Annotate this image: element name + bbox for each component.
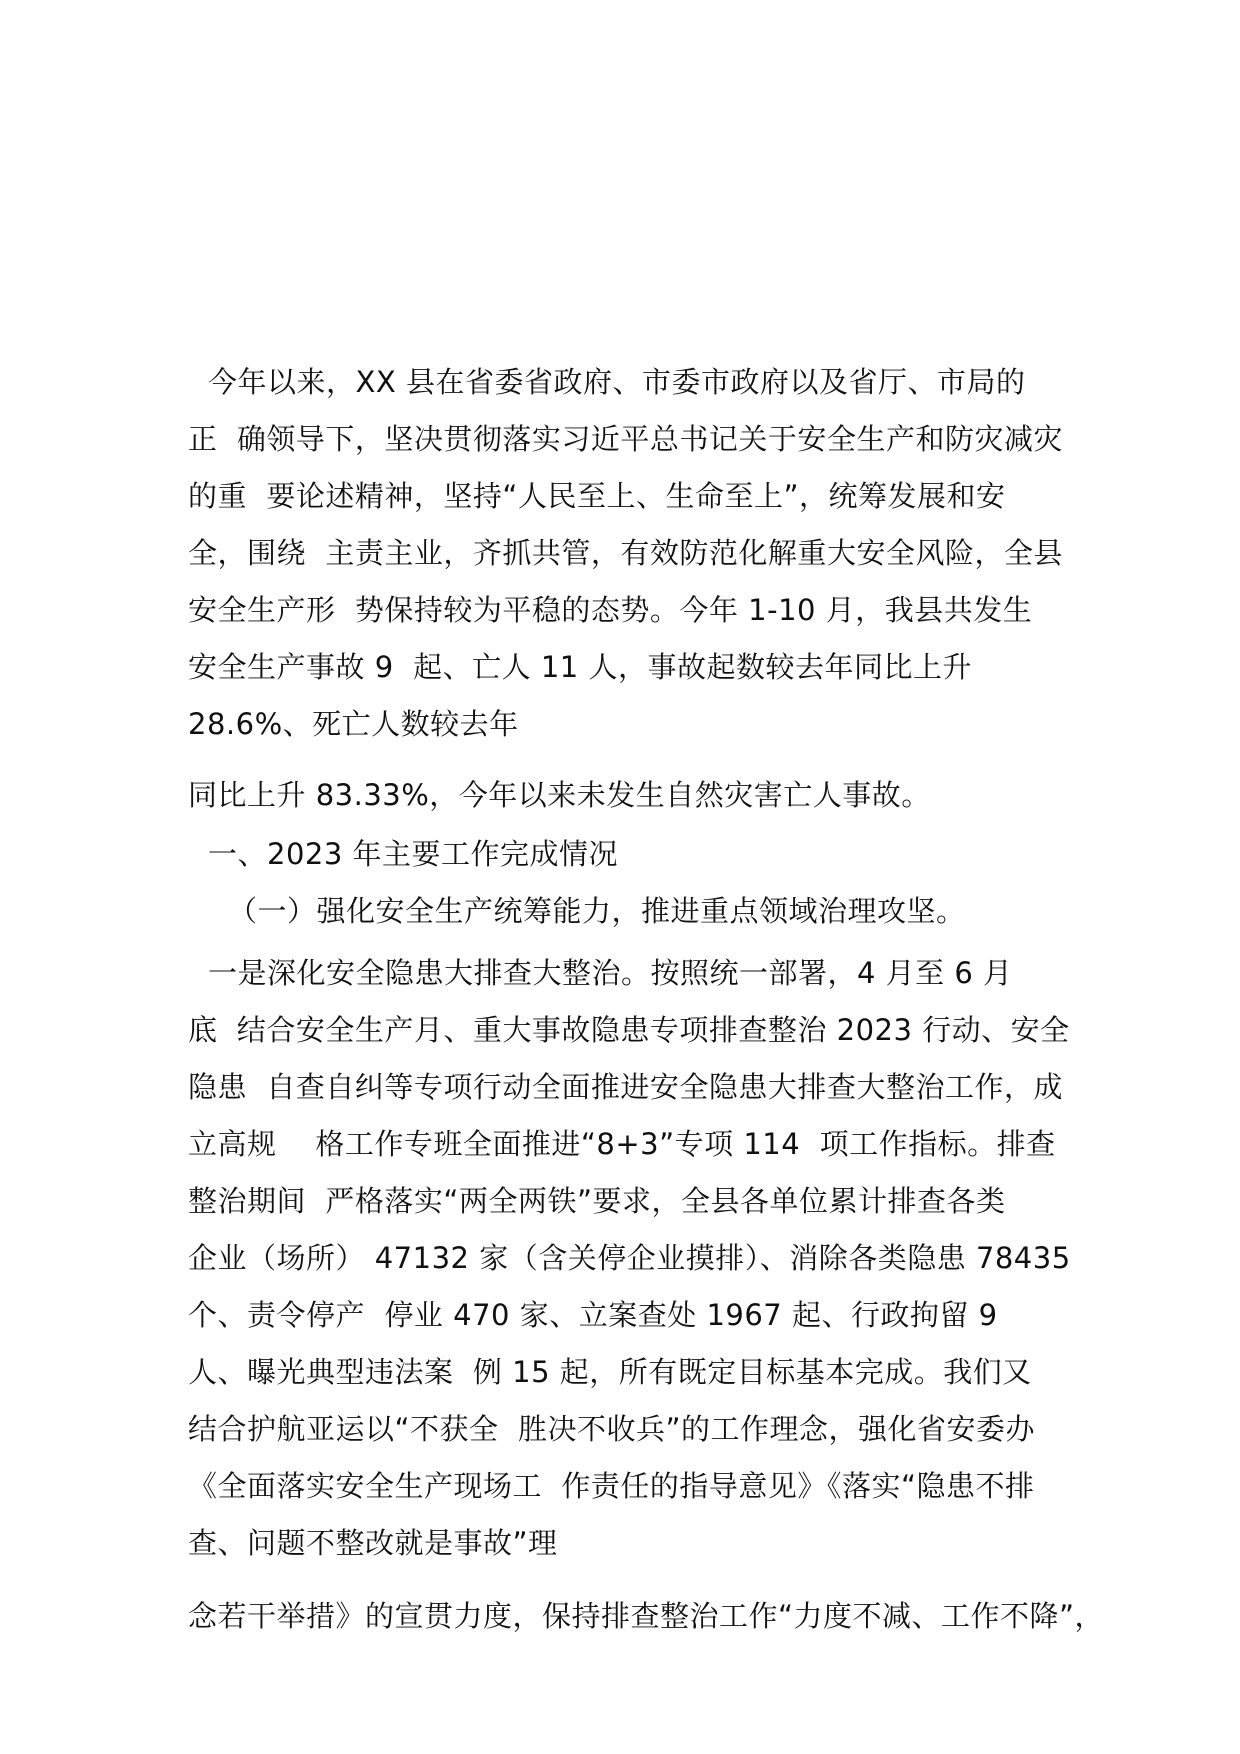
paragraph-line: 的重 要论述精神，坚持“人民至上、生命至上”，统筹发展和安 xyxy=(188,479,1006,513)
paragraph-line: 28.6%、死亡人数较去年 xyxy=(188,707,519,741)
paragraph-line: 立高规 格工作专班全面推进“8+3”专项 114 项工作指标。排查 xyxy=(188,1127,1056,1161)
paragraph-line: 整治期间 严格落实“两全两铁”要求，全县各单位累计排查各类 xyxy=(188,1184,1006,1218)
paragraph-line: 安全生产形 势保持较为平稳的态势。今年 1-10 月，我县共发生 xyxy=(188,593,1033,627)
paragraph-line: 正 确领导下，坚决贯彻落实习近平总书记关于安全生产和防灾减灾 xyxy=(188,422,1063,456)
paragraph-line: 全，围绕 主责主业，齐抓共管，有效防范化解重大安全风险，全县 xyxy=(188,536,1063,570)
paragraph-line: 个、责令停产 停业 470 家、立案查处 1967 起、行政拘留 9 xyxy=(188,1298,998,1332)
paragraph-line: 《全面落实安全生产现场工 作责任的指导意见》《落实“隐患不排 xyxy=(188,1469,1035,1503)
paragraph-line: 同比上升 83.33%，今年以来未发生自然灾害亡人事故。 xyxy=(188,778,931,812)
subsection-heading: （一）强化安全生产统筹能力，推进重点领域治理攻坚。 xyxy=(228,894,966,928)
paragraph-line: 今年以来，XX 县在省委省政府、市委市政府以及省厅、市局的 xyxy=(208,365,1026,399)
section-heading: 一、2023 年主要工作完成情况 xyxy=(208,837,619,871)
paragraph-line: 企业（场所） 47132 家（含关停企业摸排）、消除各类隐患 78435 xyxy=(188,1241,1071,1275)
paragraph-line: 一是深化安全隐患大排查大整治。按照统一部署，4 月至 6 月 xyxy=(208,956,1013,990)
paragraph-line: 安全生产事故 9 起、亡人 11 人，事故起数较去年同比上升 xyxy=(188,650,972,684)
paragraph-line: 查、问题不整改就是事故”理 xyxy=(188,1526,558,1560)
paragraph-line: 人、曝光典型违法案 例 15 起，所有既定目标基本完成。我们又 xyxy=(188,1355,1032,1389)
paragraph-line: 隐患 自查自纠等专项行动全面推进安全隐患大排查大整治工作，成 xyxy=(188,1070,1063,1104)
paragraph-line: 结合护航亚运以“不获全 胜决不收兵”的工作理念，强化省安委办 xyxy=(188,1412,1035,1446)
paragraph-line: 底 结合安全生产月、重大事故隐患专项排查整治 2023 行动、安全 xyxy=(188,1013,1070,1047)
paragraph-line: 念若干举措》的宣贯力度，保持排查整治工作“力度不减、工作不降”， xyxy=(188,1599,1105,1633)
